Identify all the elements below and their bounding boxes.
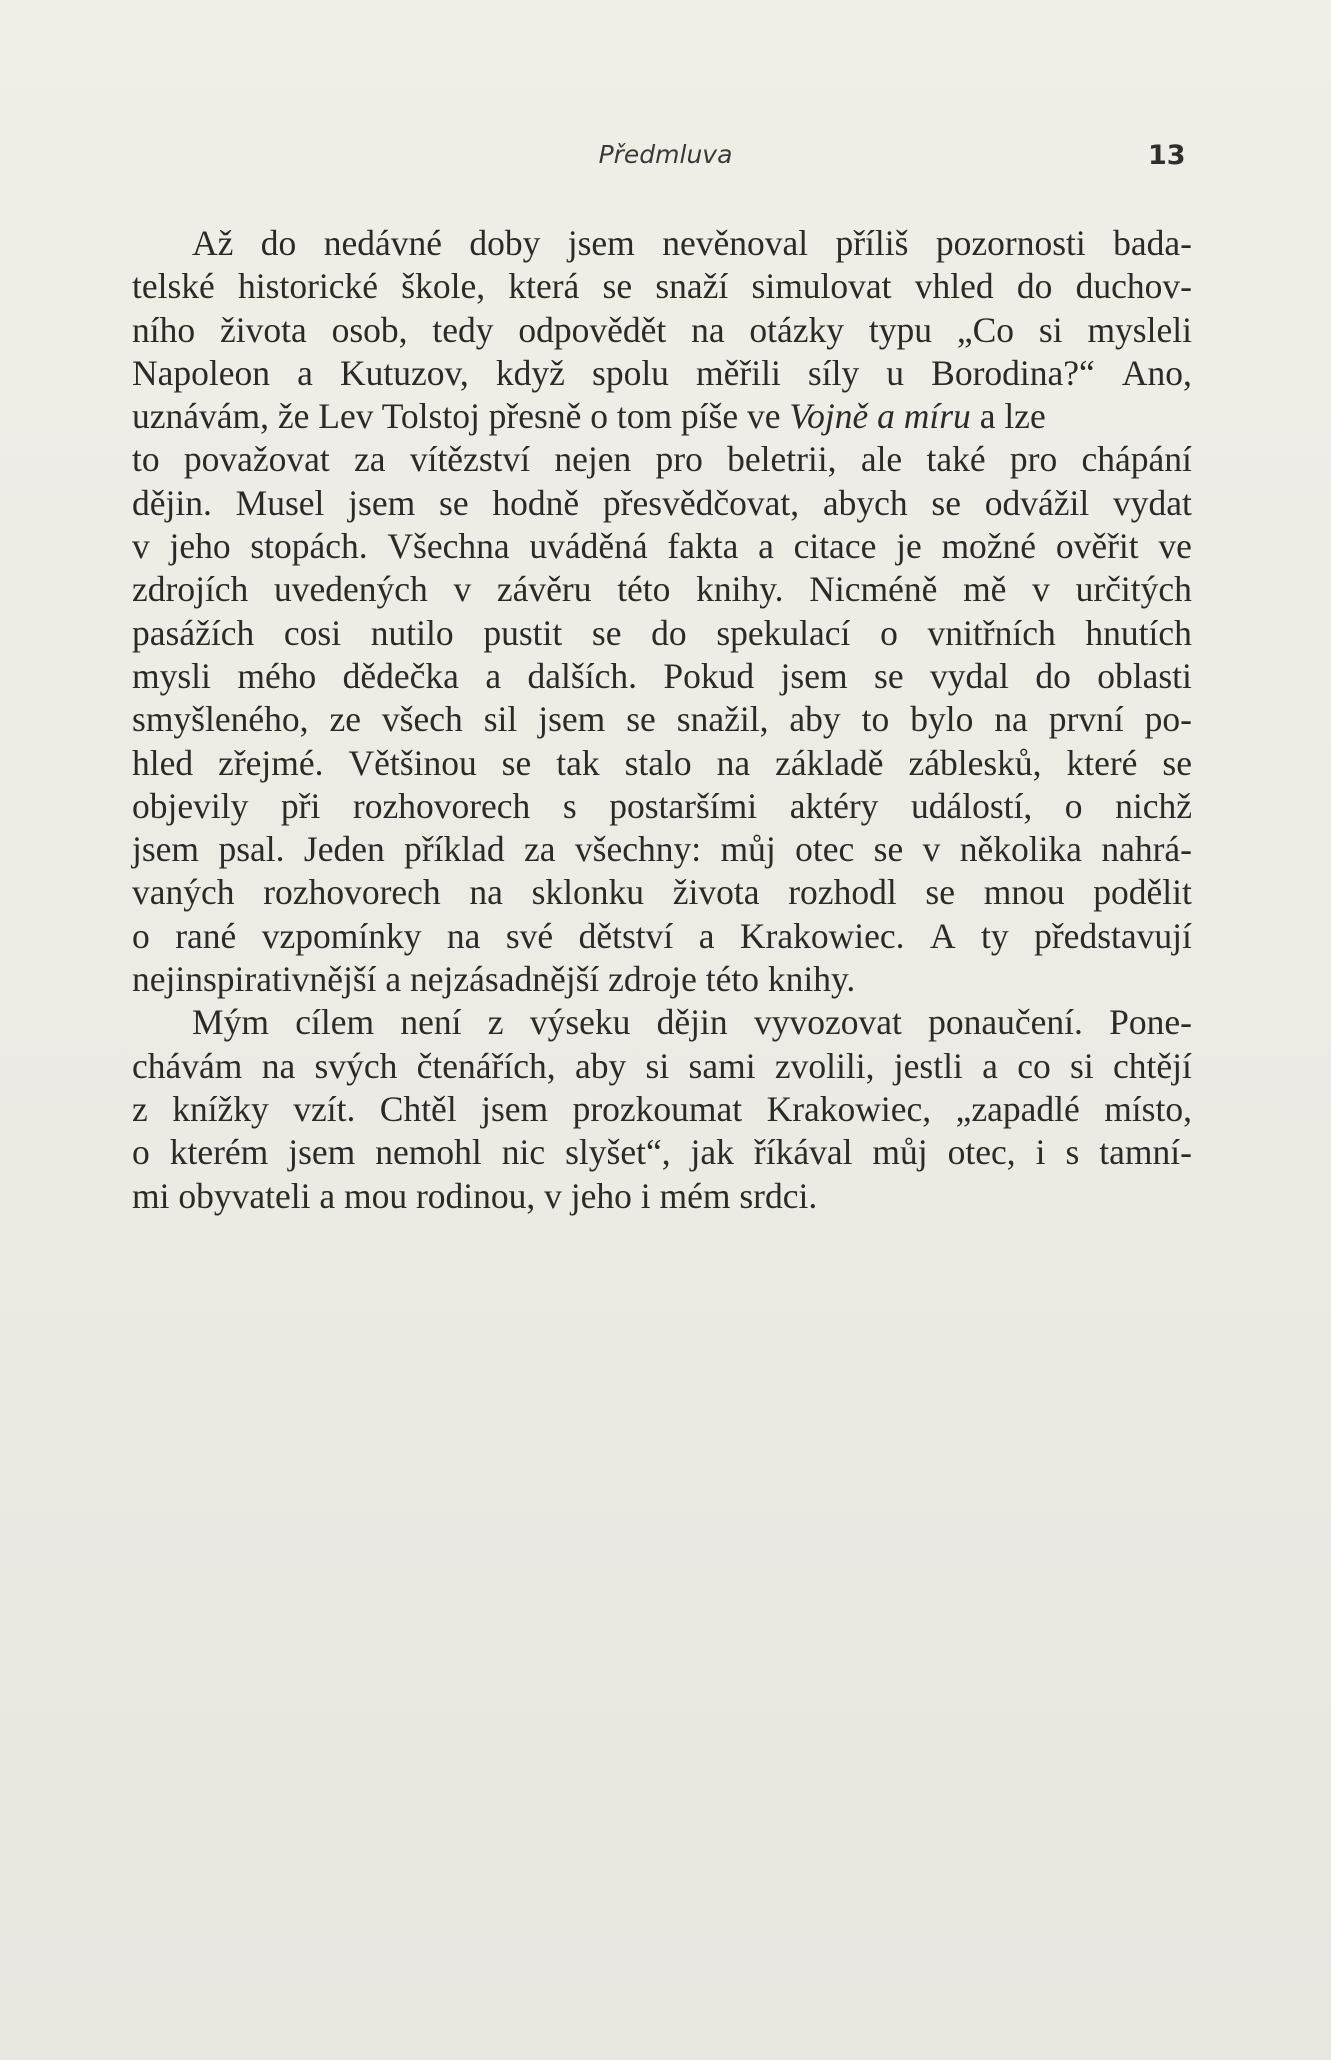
word: místo,	[1104, 1088, 1192, 1129]
word: otec	[795, 829, 855, 870]
word: spolu	[592, 352, 669, 393]
word: za	[524, 829, 556, 870]
text-line: nejinspirativnější a nejzásadnější zdroje této knihy.	[132, 959, 856, 1000]
word: jsem	[538, 699, 606, 740]
word: se	[931, 482, 961, 523]
word: nemohl	[375, 1132, 482, 1173]
word: jsem	[481, 1088, 549, 1129]
word: není	[400, 1002, 462, 1043]
word: síly	[807, 352, 860, 393]
text-line: uznávám, že Lev Tolstoj přesně o tom píše ve Vojně a míru a lze	[132, 396, 1046, 437]
word: své	[505, 915, 554, 956]
word: a	[485, 655, 502, 696]
word: bada-	[1113, 223, 1192, 263]
word: zřejmé.	[218, 742, 324, 783]
word: Napoleon	[132, 352, 271, 393]
paragraph-2	[132, 1001, 1192, 1217]
word: závěru	[496, 569, 592, 610]
word: můj	[720, 829, 776, 870]
word: tamní-	[1099, 1132, 1192, 1173]
word: Kutuzov,	[339, 352, 469, 393]
word: o	[880, 612, 898, 653]
word: v	[132, 526, 150, 567]
word: fakta	[667, 526, 739, 567]
word: mě	[963, 569, 1007, 610]
word: a	[297, 352, 313, 393]
word: dějin.	[132, 482, 212, 523]
word: se	[591, 612, 622, 653]
word: osob,	[331, 309, 408, 350]
word: vaných	[132, 872, 235, 913]
word: cosi	[283, 612, 342, 653]
word: to	[861, 699, 890, 740]
word: mysleli	[1087, 309, 1192, 350]
word: na	[261, 1045, 296, 1086]
word: považovat	[183, 439, 330, 480]
word: snažil,	[676, 699, 769, 740]
page-number: 13	[1148, 140, 1186, 171]
text-line	[132, 309, 1192, 352]
word: sklonku	[531, 872, 645, 913]
word: objevily	[132, 785, 249, 826]
word: příliš	[835, 223, 909, 263]
running-head: Předmluva	[598, 140, 733, 169]
word: říkával	[753, 1132, 853, 1173]
word: na	[691, 309, 725, 350]
word: citace	[793, 526, 877, 567]
word: dějin	[656, 1002, 728, 1043]
word: Krakowiec.	[739, 915, 905, 956]
word: se	[1162, 742, 1192, 783]
word: hnutích	[1085, 612, 1192, 653]
word: mysli	[132, 655, 211, 696]
word: vyvozovat	[753, 1002, 902, 1043]
word: první	[1048, 699, 1124, 740]
word: otec,	[947, 1132, 1016, 1173]
word: událostí,	[910, 785, 1033, 826]
word: rané	[175, 915, 237, 956]
word: v	[1032, 569, 1050, 610]
word: beletrii,	[727, 439, 837, 480]
word: několika	[959, 829, 1082, 870]
word: do	[651, 612, 687, 653]
word: dětství	[578, 915, 674, 956]
word: dalších.	[527, 655, 637, 696]
word: cílem	[295, 1002, 375, 1043]
word: Pone-	[1109, 1002, 1192, 1043]
word: podělit	[1093, 872, 1192, 913]
word: Ano,	[1121, 352, 1192, 393]
book-title-italic: Vojně a míru	[789, 396, 971, 437]
word: ponaučení.	[928, 1002, 1083, 1043]
word: pasážích	[132, 612, 255, 653]
word: čtenářích,	[416, 1045, 556, 1086]
word: si	[645, 1045, 670, 1086]
word: Pokud	[663, 655, 755, 696]
word: na	[994, 699, 1028, 740]
word: o	[132, 915, 150, 956]
word: uváděná	[529, 526, 648, 567]
word: svých	[314, 1045, 398, 1086]
word: otázky	[749, 309, 845, 350]
word: postaršími	[609, 785, 758, 826]
word: to	[132, 439, 160, 480]
word: se	[874, 655, 904, 696]
word: „Co	[956, 309, 1015, 350]
text-line	[132, 871, 1192, 914]
word: všech	[381, 699, 463, 740]
word: a	[982, 1045, 998, 1086]
word: škole,	[401, 266, 486, 307]
word: o	[132, 1132, 150, 1173]
word: jeho	[169, 526, 231, 567]
word: o	[1064, 785, 1083, 826]
word: která	[508, 266, 580, 307]
text-line	[132, 525, 1192, 568]
word: do	[1035, 655, 1071, 696]
word: stalo	[624, 742, 692, 783]
word: snaží	[655, 266, 729, 307]
word: pozornosti	[935, 223, 1086, 263]
word: odpovědět	[518, 309, 667, 350]
word: knihy.	[696, 569, 784, 610]
text-line	[132, 1045, 1192, 1088]
word: při	[280, 785, 321, 826]
word: historické	[238, 266, 379, 307]
word: Mým	[192, 1002, 269, 1043]
word: slyšet“,	[565, 1132, 671, 1173]
word: dědečka	[342, 655, 459, 696]
text-line	[132, 1001, 1192, 1044]
word: s	[1065, 1132, 1080, 1173]
text-line	[132, 352, 1192, 395]
word: i	[1035, 1132, 1046, 1173]
text-line	[132, 1088, 1192, 1131]
word: je	[896, 526, 922, 567]
word: v	[453, 569, 472, 610]
word: života	[219, 309, 307, 350]
word: jsem	[567, 223, 635, 263]
word: zvolili,	[774, 1045, 875, 1086]
word: když	[495, 352, 565, 393]
word: Až	[192, 223, 234, 263]
word: přesvědčovat,	[602, 482, 800, 523]
word: do	[260, 223, 297, 263]
text-line	[132, 828, 1192, 871]
word: představují	[1034, 915, 1192, 956]
word: rozhovorech	[263, 872, 441, 913]
word: záblesků,	[908, 742, 1042, 783]
word: Krakowiec,	[766, 1088, 932, 1129]
word: vydat	[1113, 482, 1192, 523]
word: smyšleného,	[132, 699, 309, 740]
word: u	[886, 352, 905, 393]
text-line	[132, 1131, 1192, 1174]
word: všechny:	[574, 829, 702, 870]
word: měřili	[696, 352, 781, 393]
text-line	[132, 438, 1192, 481]
word: se	[873, 829, 904, 870]
word: výseku	[529, 1002, 631, 1043]
word: doby	[469, 223, 541, 263]
word: co	[1017, 1045, 1051, 1086]
text-line	[132, 568, 1192, 611]
text-line	[132, 698, 1192, 741]
word: Chtěl	[379, 1088, 457, 1129]
text-line	[132, 265, 1192, 308]
word: Musel	[235, 482, 325, 523]
word: a	[698, 915, 715, 956]
word: chtějí	[1113, 1045, 1192, 1086]
word: vhled	[914, 266, 994, 307]
word: tak	[556, 742, 600, 783]
word: rozhovorech	[352, 785, 531, 826]
text-line	[132, 655, 1192, 698]
word: psal.	[218, 829, 285, 870]
word: kterém	[169, 1132, 269, 1173]
word: možné	[941, 526, 1037, 567]
word: stopách.	[250, 526, 368, 567]
word: za	[354, 439, 386, 480]
word: mnou	[983, 872, 1065, 913]
word: zdrojích	[132, 569, 249, 610]
word: této	[617, 569, 671, 610]
word: hodně	[492, 482, 580, 523]
word: po-	[1144, 699, 1192, 740]
word: pro	[655, 439, 703, 480]
word: a	[758, 526, 774, 567]
word: si	[1038, 309, 1063, 350]
word: ve	[1158, 526, 1192, 567]
word: jsem	[132, 829, 200, 870]
word: pustit	[483, 612, 563, 653]
word: typu	[868, 309, 933, 350]
word: Jeden	[303, 829, 385, 870]
word: určitých	[1075, 569, 1192, 610]
word: příklad	[404, 829, 505, 870]
word: oblasti	[1097, 655, 1192, 696]
word: nejen	[554, 439, 632, 480]
word: se	[439, 482, 469, 523]
word: vítězství	[409, 439, 531, 480]
word: prozkoumat	[572, 1088, 743, 1129]
word: které	[1066, 742, 1138, 783]
word: Borodina?“	[931, 352, 1095, 393]
word: chávám	[132, 1045, 243, 1086]
word: života	[672, 872, 760, 913]
word: na	[446, 915, 481, 956]
word: nutilo	[370, 612, 454, 653]
word: abych	[822, 482, 908, 523]
word: simulovat	[751, 266, 892, 307]
paragraph-1	[132, 222, 1192, 1001]
word: hled	[132, 742, 194, 783]
word: můj	[872, 1132, 928, 1173]
word: jsem	[288, 1132, 356, 1173]
word: A	[929, 915, 956, 956]
word: se	[501, 742, 532, 783]
word: s	[562, 785, 577, 826]
word: duchov-	[1075, 266, 1192, 307]
word: v	[922, 829, 941, 870]
word: vzít.	[293, 1088, 356, 1129]
word: z	[132, 1088, 148, 1129]
word: knížky	[172, 1088, 269, 1129]
text-line	[132, 742, 1192, 785]
word: jsem	[780, 655, 848, 696]
text-line	[132, 915, 1192, 958]
word: ního	[132, 309, 196, 350]
word: nevěnoval	[662, 223, 809, 263]
word: nedávné	[323, 223, 442, 263]
word: Všechna	[387, 526, 510, 567]
word: se	[925, 872, 955, 913]
word: tedy	[432, 309, 494, 350]
word: ty	[981, 915, 1009, 956]
word: se	[602, 266, 633, 307]
word: spekulací	[716, 612, 851, 653]
word: aby	[789, 699, 841, 740]
body-text	[132, 222, 1192, 1218]
word: ze	[329, 699, 361, 740]
word: „zapadlé	[955, 1088, 1080, 1129]
word: Nicméně	[809, 569, 938, 610]
word: chápání	[1081, 439, 1192, 480]
word: pro	[1009, 439, 1058, 480]
word: uvedených	[274, 569, 428, 610]
word: Většinou	[348, 742, 477, 783]
word: aby	[574, 1045, 627, 1086]
word: ověřit	[1055, 526, 1139, 567]
word: jestli	[893, 1045, 963, 1086]
word: také	[926, 439, 986, 480]
word: jak	[690, 1132, 734, 1173]
word: se	[626, 699, 656, 740]
word: vzpomínky	[261, 915, 422, 956]
word: základě	[775, 742, 884, 783]
word: nichž	[1115, 785, 1192, 826]
word: rozhodl	[788, 872, 897, 913]
word: mého	[237, 655, 317, 696]
word: vydal	[930, 655, 1009, 696]
word: telské	[132, 266, 215, 307]
word: aktéry	[789, 785, 879, 826]
word: jsem	[348, 482, 416, 523]
word: sil	[483, 699, 518, 740]
text-line	[132, 222, 1192, 265]
text-line: mi obyvateli a mou rodinou, v jeho i mém srdci.	[132, 1175, 818, 1216]
word: odvážil	[984, 482, 1090, 523]
text-line	[132, 785, 1192, 828]
word: si	[1070, 1045, 1094, 1086]
word: na	[469, 872, 503, 913]
word: ale	[860, 439, 903, 480]
word: na	[716, 742, 751, 783]
word: sami	[688, 1045, 756, 1086]
word: z	[487, 1002, 504, 1043]
word: nic	[501, 1132, 546, 1173]
text-line	[132, 482, 1192, 525]
text-line	[132, 612, 1192, 655]
word: nahrá-	[1101, 829, 1192, 870]
word: vnitřních	[927, 612, 1056, 653]
word: bylo	[910, 699, 974, 740]
word: do	[1016, 266, 1053, 307]
